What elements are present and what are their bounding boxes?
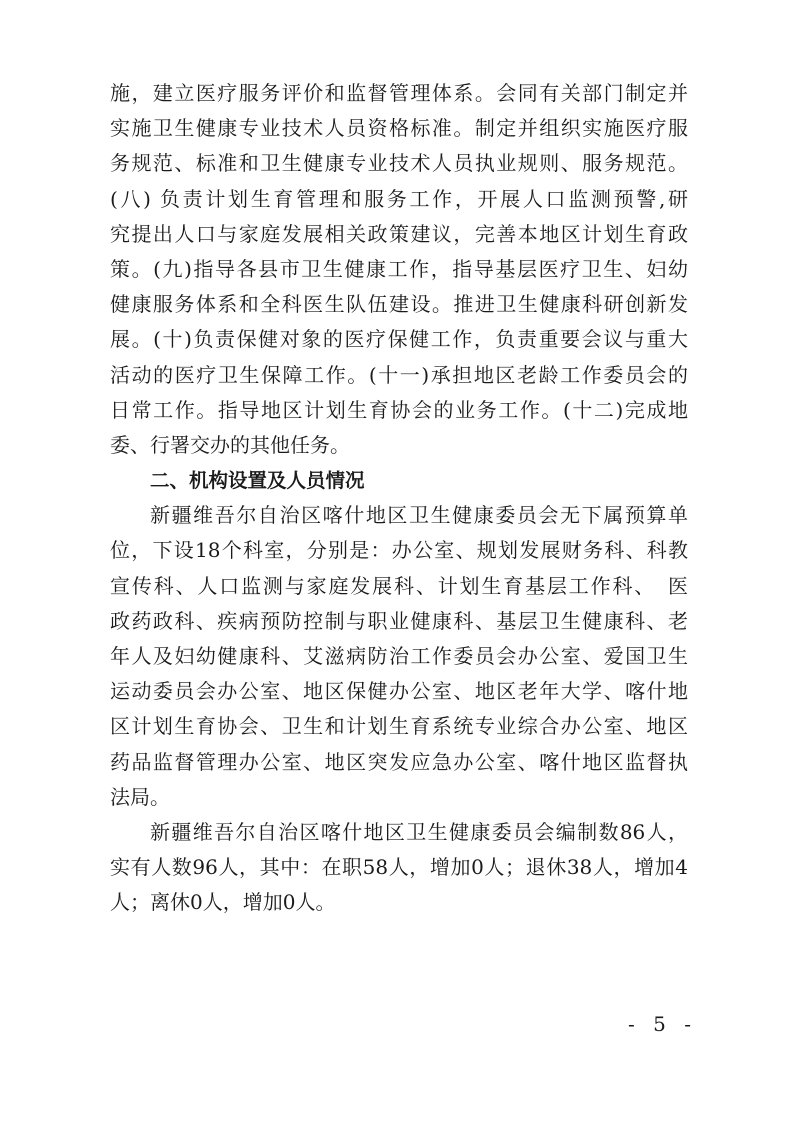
- document-body: [110, 76, 688, 921]
- text-line: 施，建立医疗服务评价和监督管理体系。会同有关部门制定并: [110, 81, 688, 105]
- text-line: 政药政科、疾病预防控制与职业健康科、基层卫生健康科、老: [110, 608, 688, 633]
- text-line: 位，下设18个科室，分别是：办公室、规划发展财务科、科教: [110, 538, 688, 563]
- page-number: - 5 -: [628, 1012, 697, 1036]
- text-line: 区计划生育协会、卫生和计划生育系统专业综合办公室、地区: [110, 714, 688, 739]
- text-line: 策。(九)指导各县市卫生健康工作，指导基层医疗卫生、妇幼: [110, 256, 688, 281]
- text-line: 法局。: [110, 784, 170, 809]
- text-line: 新疆维吾尔自治区喀什地区卫生健康委员会编制数86人，: [150, 819, 688, 844]
- paragraph-duties: [110, 76, 688, 463]
- text-line: 新疆维吾尔自治区喀什地区卫生健康委员会无下属预算单: [150, 503, 688, 528]
- text-line: (八) 负责计划生育管理和服务工作，开展人口监测预警,研: [110, 186, 688, 211]
- text-line: 日常工作。指导地区计划生育协会的业务工作。(十二)完成地: [110, 397, 688, 422]
- text-line: 活动的医疗卫生保障工作。(十一)承担地区老龄工作委员会的: [110, 362, 688, 387]
- text-line: 年人及妇幼健康科、艾滋病防治工作委员会办公室、爱国卫生: [110, 644, 688, 668]
- text-line: 宣传科、人口监测与家庭发展科、计划生育基层工作科、 医: [110, 573, 688, 598]
- text-line: 展。(十)负责保健对象的医疗保健工作，负责重要会议与重大: [110, 327, 688, 352]
- text-line: 药品监督管理办公室、地区突发应急办公室、喀什地区监督执: [110, 749, 688, 774]
- text-line: 人；离休0人，增加0人。: [110, 890, 336, 915]
- text-line: 委、行署交办的其他任务。: [110, 432, 350, 457]
- text-line: 务规范、标准和卫生健康专业技术人员执业规则、服务规范。: [110, 151, 688, 176]
- text-line: 健康服务体系和全科医生队伍建设。推进卫生健康科研创新发: [110, 292, 688, 317]
- text-line: 实有人数96人，其中：在职58人，增加0人；退休38人，增加4: [110, 855, 688, 880]
- paragraph-staffing: [110, 815, 688, 921]
- section-heading: 二、机构设置及人员情况: [150, 469, 365, 493]
- text-line: 实施卫生健康专业技术人员资格标准。制定并组织实施医疗服: [110, 116, 688, 141]
- text-line: 究提出人口与家庭发展相关政策建议，完善本地区计划生育政: [110, 221, 688, 246]
- paragraph-organization: [110, 498, 688, 815]
- text-line: 运动委员会办公室、地区保健办公室、地区老年大学、喀什地: [110, 679, 688, 704]
